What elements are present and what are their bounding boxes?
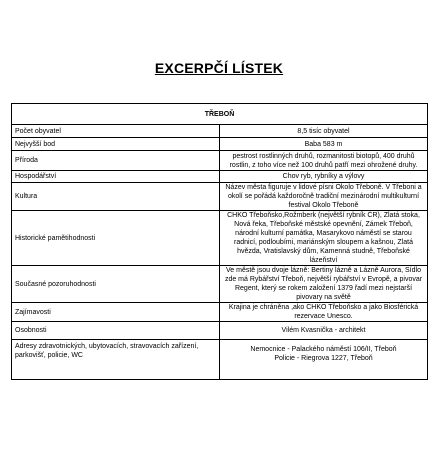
table-header-row <box>12 104 428 125</box>
table-row <box>12 266 428 303</box>
row-label: Adresy zdravotnických, ubytovacích, stravovacích zařízení, parkovišť, policie, WC <box>12 340 220 380</box>
table-row <box>12 125 428 138</box>
row-label: Osobnosti <box>12 322 220 340</box>
table-row <box>12 171 428 183</box>
table-row <box>12 138 428 151</box>
address-line: Policie - Riegrova 1227, Třeboň <box>274 355 373 362</box>
document-title: EXCERPČÍ LÍSTEK <box>154 60 284 76</box>
table-row <box>12 322 428 340</box>
table-row <box>12 151 428 171</box>
table-row <box>12 211 428 266</box>
place-heading: TŘEBOŇ <box>12 104 428 125</box>
row-value: Baba 583 m <box>220 138 428 151</box>
row-value: Název města figuruje v lidové písni Okolo Třeboně. V Třeboni a okolí se pořádá každoročně tradiční mezinárodní multikulturní festival Okolo Třeboně <box>220 183 428 211</box>
excerpt-table <box>11 103 428 380</box>
table-row <box>12 183 428 211</box>
row-label: Příroda <box>12 151 220 171</box>
row-label: Kultura <box>12 183 220 211</box>
row-value: Krajina je chráněna ,ako CHKO Třeboňsko a jako Biosférická rezervace Unesco. <box>220 303 428 322</box>
row-label: Nejvyšší bod <box>12 138 220 151</box>
table-row <box>12 303 428 322</box>
row-label: Zajímavosti <box>12 303 220 322</box>
row-value: pestrost rostlinných druhů, rozmanitosti biotopů, 400 druhů rostlin, z toho více než 100 druhů patří mezi ohrožené druhy. <box>220 151 428 171</box>
address-line: Nemocnice - Palackého náměstí 106/II, Třeboň <box>250 346 397 353</box>
row-value: CHKO Třeboňsko,Rožmberk (největší rybník ČR), Zlatá stoka, Nová řeka, Třeboňské městské opevnění, Zámek Třeboň, národní kulturní památka, Masarykovo náměstí se starou radnicí, podloubími, mariánským sloupem a kašnou, Zlatá hvězda, Vratislavský dům, Kamenná studně, Třeboňské lázeňství <box>220 211 428 266</box>
table-row <box>12 340 428 380</box>
row-label: Historické pamětihodnosti <box>12 211 220 266</box>
row-label: Hospodářství <box>12 171 220 183</box>
row-value: 8,5 tisíc obyvatel <box>220 125 428 138</box>
row-label: Počet obyvatel <box>12 125 220 138</box>
row-value: Chov ryb, rybníky a výlovy <box>220 171 428 183</box>
row-value: Vilém Kvasnička - architekt <box>220 322 428 340</box>
row-value <box>220 340 428 380</box>
row-label: Současné pozoruhodnosti <box>12 266 220 303</box>
row-value: Ve městě jsou dvoje lázně: Bertiny lázně a Lázně Aurora, Sídlo zde má Rybářství Třeboň, největší rybářství v Evropě, a pivovar Regent, který se rokem založení 1379 řadí mezi nejstarší pivovary na světě <box>220 266 428 303</box>
